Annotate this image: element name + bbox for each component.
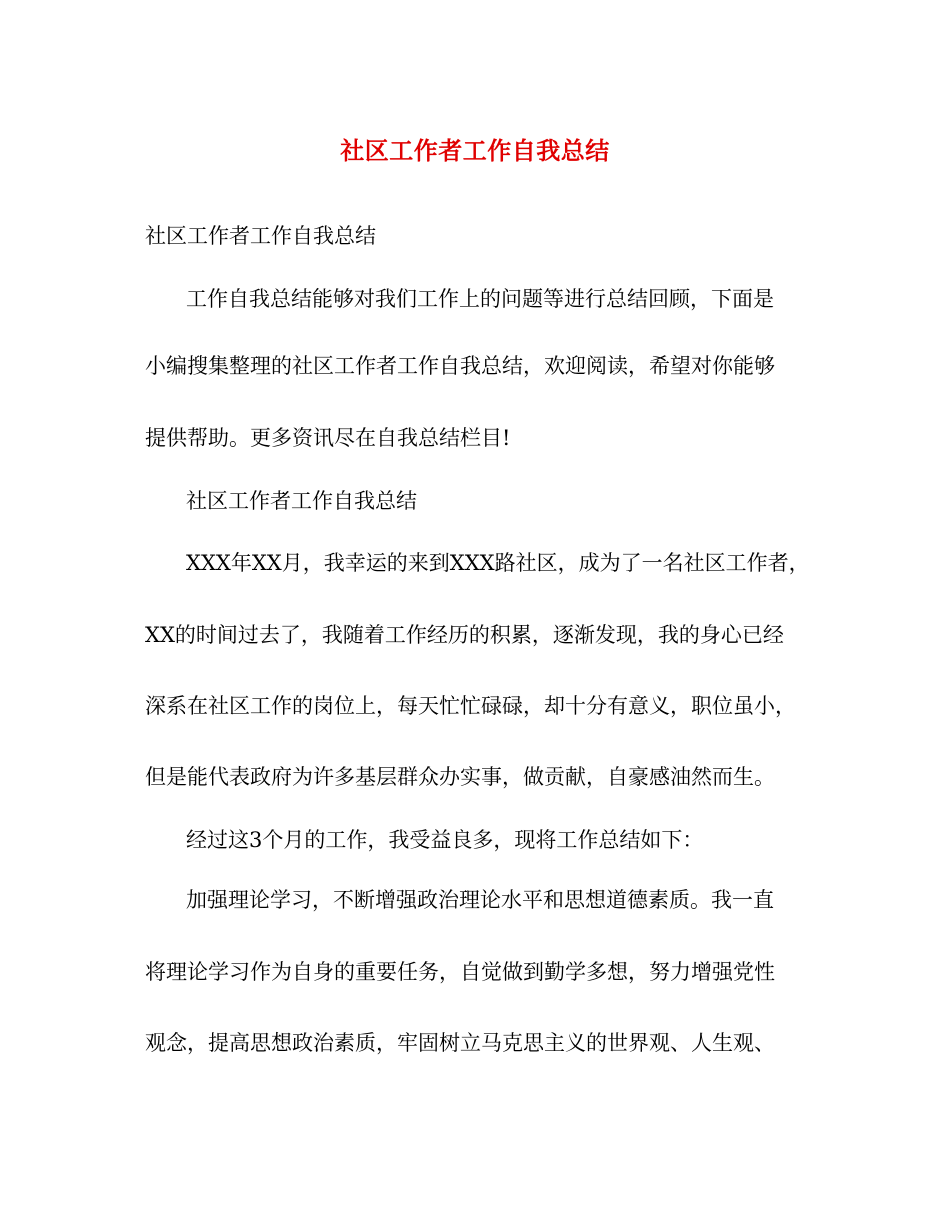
section-heading: 社区工作者工作自我总结: [186, 489, 417, 513]
body-line: 深系在社区工作的岗位上，每天忙忙碌碌，却十分有意义，职位虽小，: [145, 694, 796, 718]
intro-line: 提供帮助。更多资讯尽在自我总结栏目!: [145, 426, 511, 450]
body-line: 将理论学习作为自身的重要任务，自觉做到勤学多想，努力增强党性: [145, 960, 775, 984]
body-line: 经过这3个月的工作，我受益良多，现将工作总结如下：: [186, 828, 704, 852]
intro-line: 工作自我总结能够对我们工作上的问题等进行总结回顾，下面是: [186, 287, 774, 311]
body-line: XXX年XX月，我幸运的来到XXX路社区，成为了一名社区工作者，: [186, 551, 810, 575]
subtitle-line: 社区工作者工作自我总结: [145, 224, 376, 248]
body-line: 观念，提高思想政治素质，牢固树立马克思主义的世界观、人生观、: [145, 1031, 775, 1055]
body-line: 但是能代表政府为许多基层群众办实事，做贡献，自豪感油然而生。: [145, 765, 775, 789]
body-line: XX的时间过去了，我随着工作经历的积累，逐渐发现，我的身心已经: [145, 623, 784, 647]
document-title: 社区工作者工作自我总结: [340, 136, 610, 165]
intro-line: 小编搜集整理的社区工作者工作自我总结，欢迎阅读，希望对你能够: [145, 354, 775, 378]
body-line: 加强理论学习，不断增强政治理论水平和思想道德素质。我一直: [186, 888, 774, 912]
